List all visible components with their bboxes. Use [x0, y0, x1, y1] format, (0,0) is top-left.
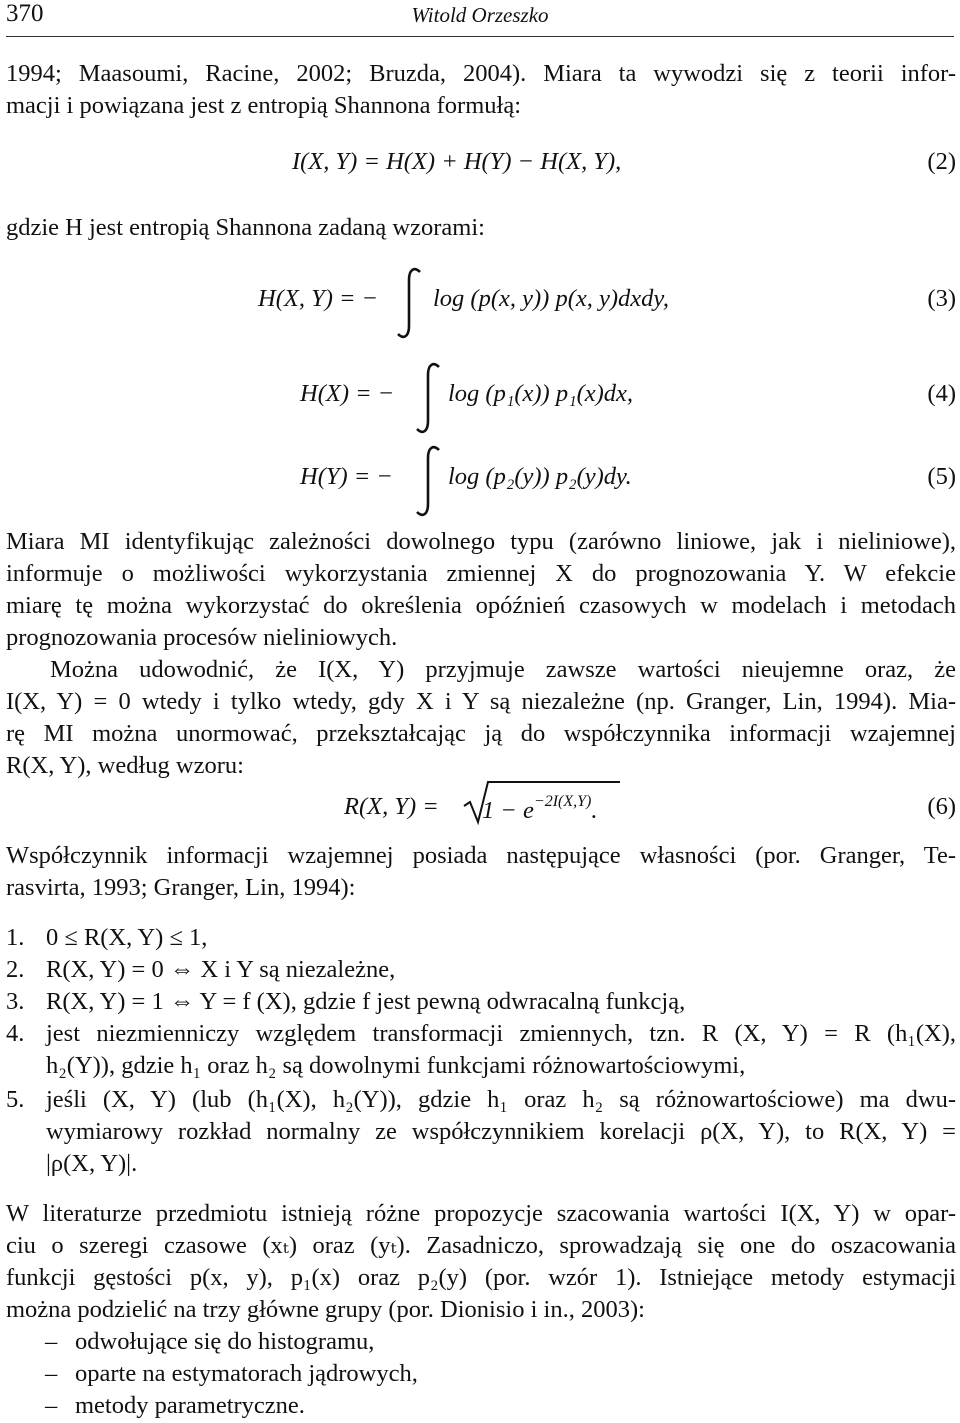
paragraph-line: funkcji gęstości p(x, y), p₁(x) oraz p₂(y) (por. wzór 1). Istniejące metody estymacji [6, 1264, 956, 1291]
exponent: −2I(X,Y) [533, 793, 592, 810]
equation-number: (2) [927, 148, 956, 175]
paragraph-line: R(X, Y), według wzoru: [6, 752, 244, 779]
running-header-author: Witold Orzeszko [411, 3, 549, 27]
paragraph-line: można podzielić na trzy główne grupy (por. Dionisio i in., 2003): [6, 1296, 645, 1323]
paragraph-line: Współczynnik informacji wzajemnej posiada następujące własności (por. Granger, Te- [6, 842, 956, 869]
equation-5-body: log (p₂(y)) p₂(y)dy. [448, 463, 632, 490]
integral-sign [394, 266, 424, 340]
paragraph-line: I(X, Y) = 0 wtedy i tylko wtedy, gdy X i Y są niezależne (np. Granger, Lin, 1994). Mia- [6, 688, 956, 715]
list-item: 0 ≤ R(X, Y) ≤ 1, [46, 924, 208, 951]
list-item: R(X, Y) = 1 ⇔ Y = f (X), gdzie f jest pewną odwracalną funkcją, [46, 988, 686, 1015]
list-item: jeśli (X, Y) (lub (h₁(X), h₂(Y)), gdzie h₁ oraz h₂ są różnowartościowe) ma dwu- [46, 1086, 956, 1113]
equation-3-body: log (p(x, y)) p(x, y)dxdy, [433, 285, 670, 312]
list-number: 4. [6, 1020, 25, 1047]
paragraph-line: miarę tę można wykorzystać do określenia opóźnień czasowych w modelach i metodach [6, 592, 956, 619]
list-number: 2. [6, 956, 25, 983]
equation-6-radicand: $1 - e^{-2I(X,Y)}$. [482, 793, 598, 824]
list-number: 3. [6, 988, 25, 1015]
paragraph-line: prognozowania procesów nieliniowych. [6, 624, 398, 651]
equation-4-lhs: H(X) = − [300, 380, 395, 407]
page-number: 370 [6, 0, 44, 27]
paragraph-line: gdzie H jest entropią Shannona zadaną wzorami: [6, 214, 485, 241]
equation-6-lhs: R(X, Y) = [344, 793, 439, 820]
list-item-continuation: |ρ(X, Y)|. [46, 1150, 138, 1177]
paragraph-line: ciu o szeregi czasowe (xₜ) oraz (yₜ). Zasadniczo, sprowadzają się one do oszacowania [6, 1232, 956, 1259]
equation-3-lhs: H(X, Y) = − [258, 285, 379, 312]
equation-number: (4) [927, 380, 956, 407]
paragraph-line: rasvirta, 1993; Granger, Lin, 1994): [6, 874, 356, 901]
list-number: 5. [6, 1086, 25, 1113]
paragraph-line: Można udowodnić, że I(X, Y) przyjmuje zawsze wartości nieujemne oraz, że [50, 656, 956, 683]
dash-list-item: metody parametryczne. [75, 1392, 305, 1419]
dash-bullet: – [45, 1392, 58, 1419]
equation-number: (5) [927, 463, 956, 490]
paragraph-line: W literaturze przedmiotu istnieją różne propozycje szacowania wartości I(X, Y) w opar- [6, 1200, 956, 1227]
dash-list-item: oparte na estymatorach jądrowych, [75, 1360, 418, 1387]
integral-sign [413, 361, 443, 435]
paragraph-line: rę MI można unormować, przekształcając ją do współczynnika informacji wzajemnej [6, 720, 956, 747]
paragraph-line: informuje o możliwości wykorzystania zmiennej X do prognozowania Y. W efekcie [6, 560, 956, 587]
dash-bullet: – [45, 1360, 58, 1387]
equation-2: I(X, Y) = H(X) + H(Y) − H(X, Y), [292, 148, 622, 175]
paragraph-line: macji i powiązana jest z entropią Shannona formułą: [6, 92, 522, 119]
equation-number: (6) [927, 793, 956, 820]
header-rule [6, 36, 954, 37]
dash-bullet: – [45, 1328, 58, 1355]
list-item: R(X, Y) = 0 ⇔ X i Y są niezależne, [46, 956, 396, 983]
list-item: jest niezmienniczy względem transformacji zmiennych, tzn. R (X, Y) = R (h₁(X), [46, 1020, 956, 1047]
equation-5-lhs: H(Y) = − [300, 463, 393, 490]
equation-number: (3) [927, 285, 956, 312]
list-item-continuation: h₂(Y)), gdzie h₁ oraz h₂ są dowolnymi funkcjami różnowartościowymi, [46, 1052, 746, 1079]
equation-4-body: log (p₁(x)) p₁(x)dx, [448, 380, 634, 407]
paragraph-line: Miara MI identyfikując zależności dowolnego typu (zarówno liniowe, jak i nieliniowe), [6, 528, 956, 555]
dash-list-item: odwołujące się do histogramu, [75, 1328, 375, 1355]
integral-sign [413, 444, 443, 518]
paragraph-line: 1994; Maasoumi, Racine, 2002; Bruzda, 2004). Miara ta wywodzi się z teorii infor- [6, 60, 956, 87]
list-number: 1. [6, 924, 25, 951]
list-item-continuation: wymiarowy rozkład normalny ze współczynnikiem korelacji ρ(X, Y), to R(X, Y) = [46, 1118, 956, 1145]
